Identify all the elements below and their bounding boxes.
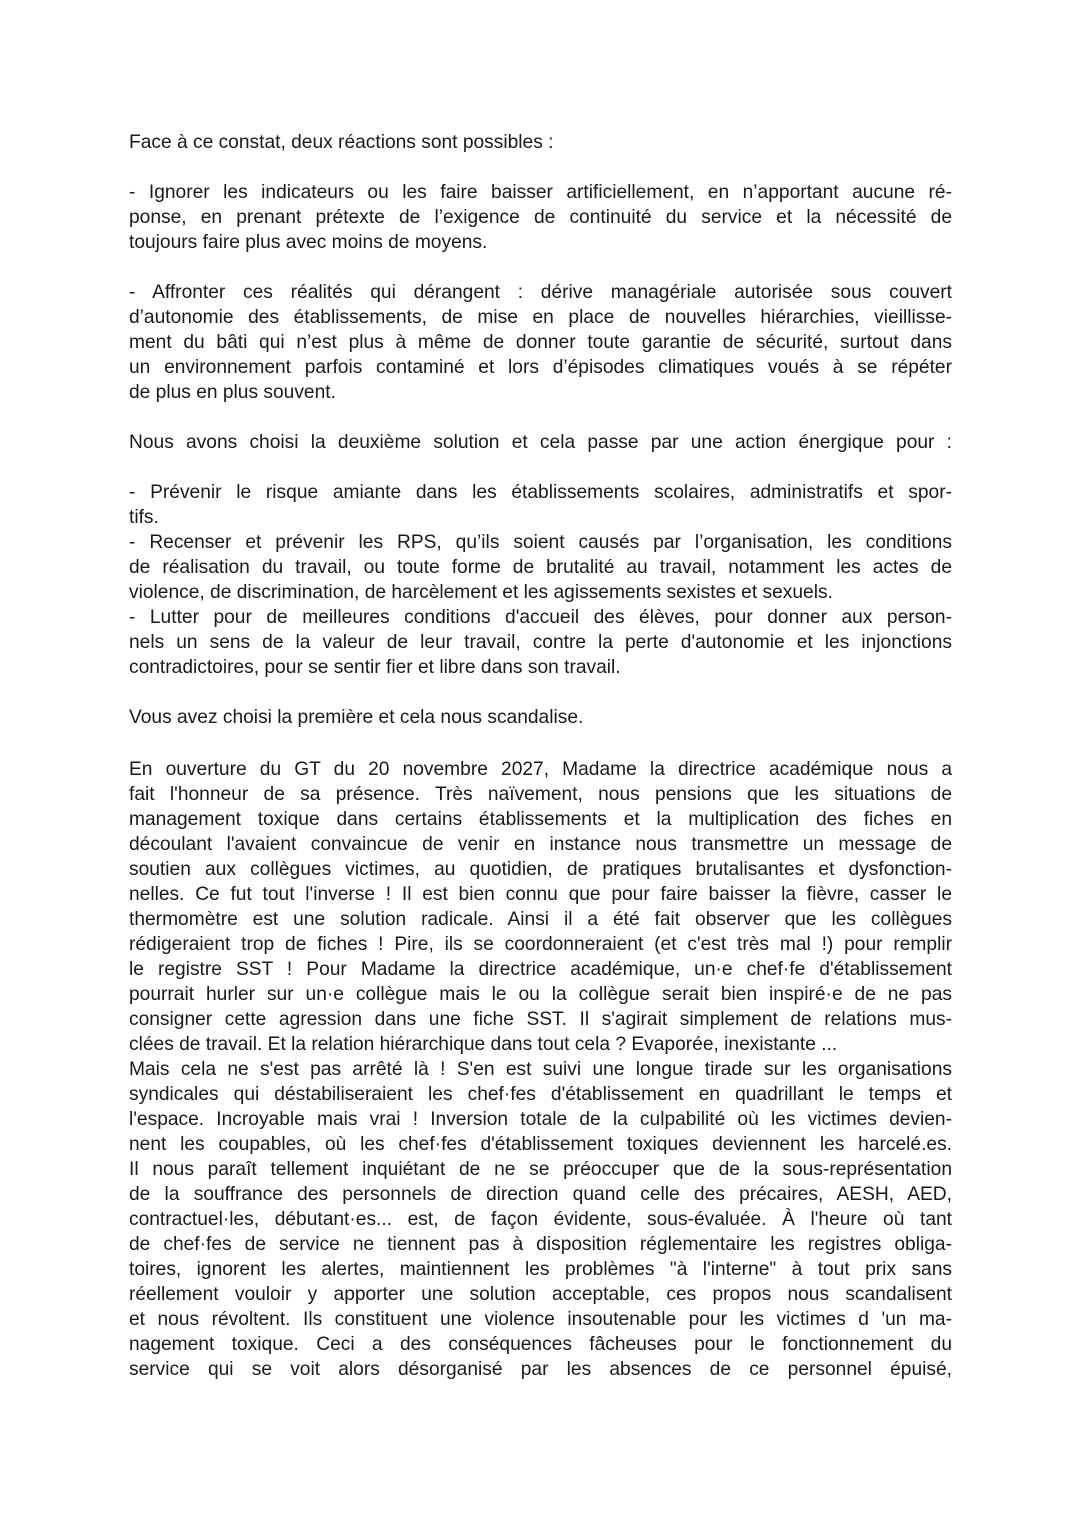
text-line: nelles. Ce fut tout l'inverse ! Il est bien connu que pour faire baisser la fièvre, casser le (129, 884, 952, 905)
text-line: nagement toxique. Ceci a des conséquences fâcheuses pour le fonctionnement du (129, 1334, 952, 1355)
text-line: soutien aux collègues victimes, au quotidien, de pratiques brutalisantes et dysfonction- (129, 859, 952, 880)
text-line: - Affronter ces réalités qui dérangent : dérive managériale autorisée sous couvert (129, 282, 952, 303)
text-line: clées de travail. Et la relation hiérarchique dans tout cela ? Evaporée, inexistante ... (129, 1034, 838, 1055)
text-line: - Lutter pour de meilleures conditions d'accueil des élèves, pour donner aux person- (129, 607, 952, 628)
text-line: de plus en plus souvent. (129, 382, 336, 403)
text-line: de réalisation du travail, ou toute forme de brutalité au travail, notamment les actes de (129, 557, 952, 578)
text-line: et nous révoltent. Ils constituent une violence insoutenable pour les victimes d 'un ma- (129, 1309, 952, 1330)
text-line: fait l'honneur de sa présence. Très naïvement, nous pensions que les situations de (129, 784, 952, 805)
text-line: Mais cela ne s'est pas arrêté là ! S'en est suivi une longue tirade sur les organisations (129, 1059, 952, 1080)
text-line: le registre SST ! Pour Madame la directrice académique, un·e chef·fe d'établissement (129, 959, 952, 980)
text-line: consigner cette agression dans une fiche SST. Il s'agirait simplement de relations mus- (129, 1009, 952, 1030)
text-line: ment du bâti qui n’est plus à même de donner toute garantie de sécurité, surtout dans (129, 332, 952, 353)
text-line: découlant l'avaient convaincue de venir en instance nous transmettre un message de (129, 834, 952, 855)
text-line: - Prévenir le risque amiante dans les établissements scolaires, administratifs et spor- (129, 482, 952, 503)
text-line: réellement vouloir y apporter une solution acceptable, ces propos nous scandalisent (129, 1284, 952, 1305)
text-line: nels un sens de la valeur de leur travail, contre la perte d'autonomie et les injonctions (129, 632, 952, 653)
text-line: Face à ce constat, deux réactions sont possibles : (129, 132, 554, 153)
text-line: service qui se voit alors désorganisé par les absences de ce personnel épuisé, (129, 1359, 952, 1380)
text-line: contractuel·les, débutant·es... est, de façon évidente, sous-évaluée. À l'heure où tant (129, 1209, 952, 1230)
text-line: Il nous paraît tellement inquiétant de ne se préoccuper que de la sous-représentation (129, 1159, 952, 1180)
text-line: rédigeraient trop de fiches ! Pire, ils se coordonneraient (et c'est très mal !) pour remplir (129, 934, 952, 955)
text-line: de chef·fes de service ne tiennent pas à disposition réglementaire les registres obliga- (129, 1234, 952, 1255)
text-line: violence, de discrimination, de harcèlement et les agissements sexistes et sexuels. (129, 582, 833, 603)
text-line: Nous avons choisi la deuxième solution et cela passe par une action énergique pour : (129, 432, 952, 453)
text-line: contradictoires, pour se sentir fier et libre dans son travail. (129, 657, 621, 678)
text-line: Vous avez choisi la première et cela nous scandalise. (129, 707, 584, 728)
text-line: un environnement parfois contaminé et lors d’épisodes climatiques voués à se répéter (129, 357, 952, 378)
text-line: nent les coupables, où les chef·fes d'établissement toxiques deviennent les harcelé.es. (129, 1134, 952, 1155)
text-line: management toxique dans certains établissements et la multiplication des fiches en (129, 809, 952, 830)
text-line: - Recenser et prévenir les RPS, qu’ils soient causés par l’organisation, les conditions (129, 532, 952, 553)
text-line: pourrait hurler sur un·e collègue mais le ou la collègue serait bien inspiré·e de ne pas (129, 984, 952, 1005)
text-line: toires, ignorent les alertes, maintiennent les problèmes "à l'interne" à tout prix sans (129, 1259, 952, 1280)
text-line: toujours faire plus avec moins de moyens. (129, 232, 488, 253)
text-line: - Ignorer les indicateurs ou les faire baisser artificiellement, en n’apportant aucune ré- (129, 182, 952, 203)
text-line: thermomètre est une solution radicale. Ainsi il a été fait observer que les collègues (129, 909, 952, 930)
text-line: ponse, en prenant prétexte de l’exigence de continuité du service et la nécessité de (129, 207, 952, 228)
text-line: d’autonomie des établissements, de mise en place de nouvelles hiérarchies, vieillisse- (129, 307, 952, 328)
text-line: l'espace. Incroyable mais vrai ! Inversion totale de la culpabilité où les victimes devien- (129, 1109, 952, 1130)
text-line: de la souffrance des personnels de direction quand celle des précaires, AESH, AED, (129, 1184, 952, 1205)
text-line: syndicales qui déstabiliseraient les chef·fes d'établissement en quadrillant le temps et (129, 1084, 952, 1105)
text-line: En ouverture du GT du 20 novembre 2027, Madame la directrice académique nous a (129, 759, 952, 780)
text-line: tifs. (129, 507, 159, 528)
